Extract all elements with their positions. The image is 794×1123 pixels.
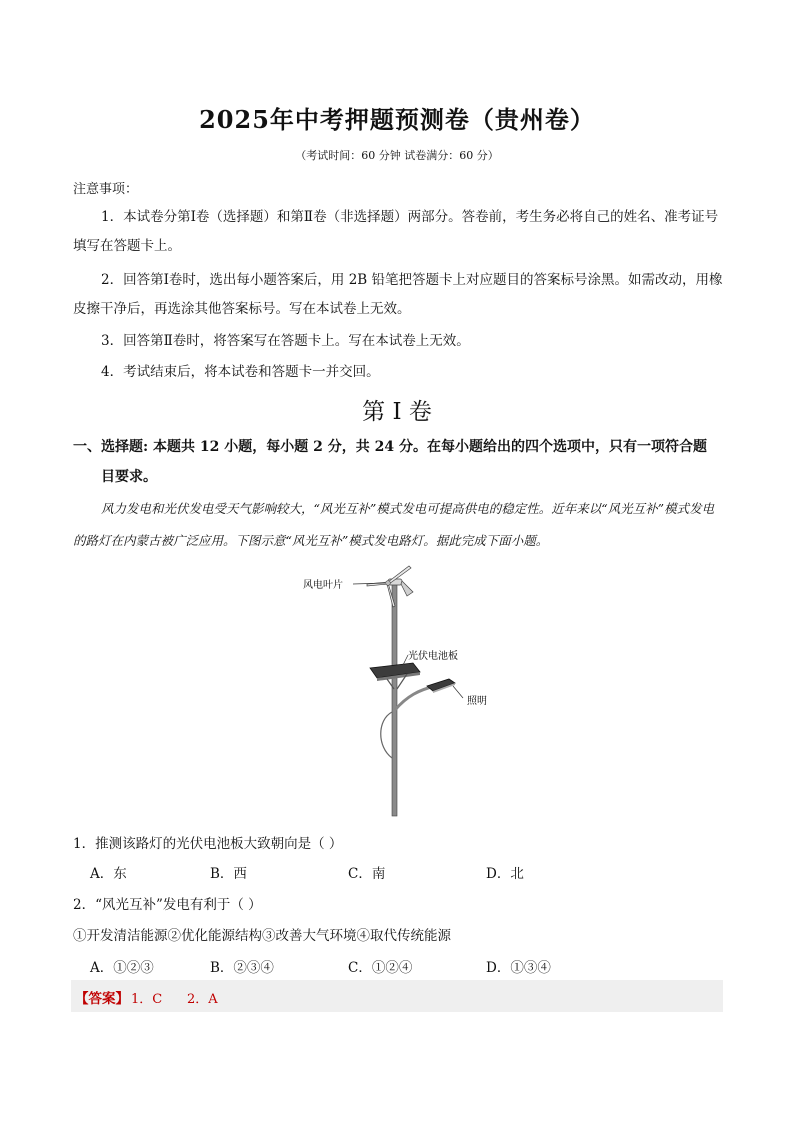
answer-text: 1．C 2．A xyxy=(131,992,218,1007)
question-1-stem: 1．推测该路灯的光伏电池板大致朝向是（ ） xyxy=(73,836,343,852)
lamp-arm xyxy=(395,686,435,710)
q2-option-b: B．②③④ xyxy=(210,960,274,976)
cable-loop xyxy=(381,712,392,758)
q2-option-d: D．①③④ xyxy=(486,960,551,976)
panel-label: 光伏电池板 xyxy=(408,651,458,662)
note-item-2-text: 2．回答第Ⅰ卷时，选出每小题答案后，用 2B 铅笔把答题卡上对应题目的答案标号涂黑。如需改动，用橡皮擦干净后，再选涂其他答案标号。写在本试卷上无效。 xyxy=(73,272,723,317)
wind-turbine-icon xyxy=(367,566,413,607)
note-item-1-text: 1．本试卷分第Ⅰ卷（选择题）和第Ⅱ卷（非选择题）两部分。答卷前，考生务必将自己的姓名、准考证号填写在答题卡上。 xyxy=(73,209,719,254)
answer-label: 【答案】 xyxy=(75,991,129,1007)
note-item-4 xyxy=(73,358,723,387)
question-2-statements: ①开发清洁能源②优化能源结构③改善大气环境④取代传统能源 xyxy=(73,928,451,944)
note-item-4-text: 4．考试结束后，将本试卷和答题卡一并交回。 xyxy=(101,364,380,380)
section-title: 第 I 卷 xyxy=(362,399,432,425)
q2-option-c: C．①②④ xyxy=(348,960,413,976)
note-item-1 xyxy=(73,203,723,261)
street-light-figure xyxy=(295,562,495,817)
q1-option-a: A．东 xyxy=(90,866,127,882)
heading-line-1: 一、选择题: 本题共 12 小题，每小题 2 分，共 24 分。在每小题给出的四个选项中，只有一项符合题 xyxy=(73,439,707,455)
light-leader-line xyxy=(453,686,463,698)
note-item-3 xyxy=(73,327,723,356)
q1-option-d: D．北 xyxy=(486,866,524,882)
note-item-3-text: 3．回答第Ⅱ卷时，将答案写在答题卡上。写在本试卷上无效。 xyxy=(101,333,470,349)
exam-subtitle: （考试时间：60 分钟 试卷满分：60 分） xyxy=(295,149,499,162)
blade-label: 风电叶片 xyxy=(303,580,343,591)
q2-option-a: A．①②③ xyxy=(90,960,154,976)
light-label: 照明 xyxy=(467,696,487,707)
light-pole xyxy=(392,584,397,816)
question-section-heading xyxy=(73,432,725,492)
lamp-head-icon xyxy=(427,679,455,693)
exam-title: 2025年中考押题预测卷（贵州卷） xyxy=(199,105,595,134)
q1-option-c: C．南 xyxy=(348,866,386,882)
reading-material-text: 风力发电和光伏发电受天气影响较大，“风光互补”模式发电可提高供电的稳定性。近年来以“风光互补”模式发电的路灯在内蒙古被广泛应用。下图示意“风光互补”模式发电路灯。据此完成下面小题。 xyxy=(73,501,715,548)
heading-line-2: 目要求。 xyxy=(101,469,157,485)
notes-heading: 注意事项： xyxy=(73,182,139,197)
q1-option-b: B．西 xyxy=(210,866,247,882)
answer-box xyxy=(71,980,723,1012)
reading-material xyxy=(73,493,723,557)
question-2-stem: 2．“风光互补”发电有利于（ ） xyxy=(73,897,262,913)
note-item-2 xyxy=(73,266,723,324)
